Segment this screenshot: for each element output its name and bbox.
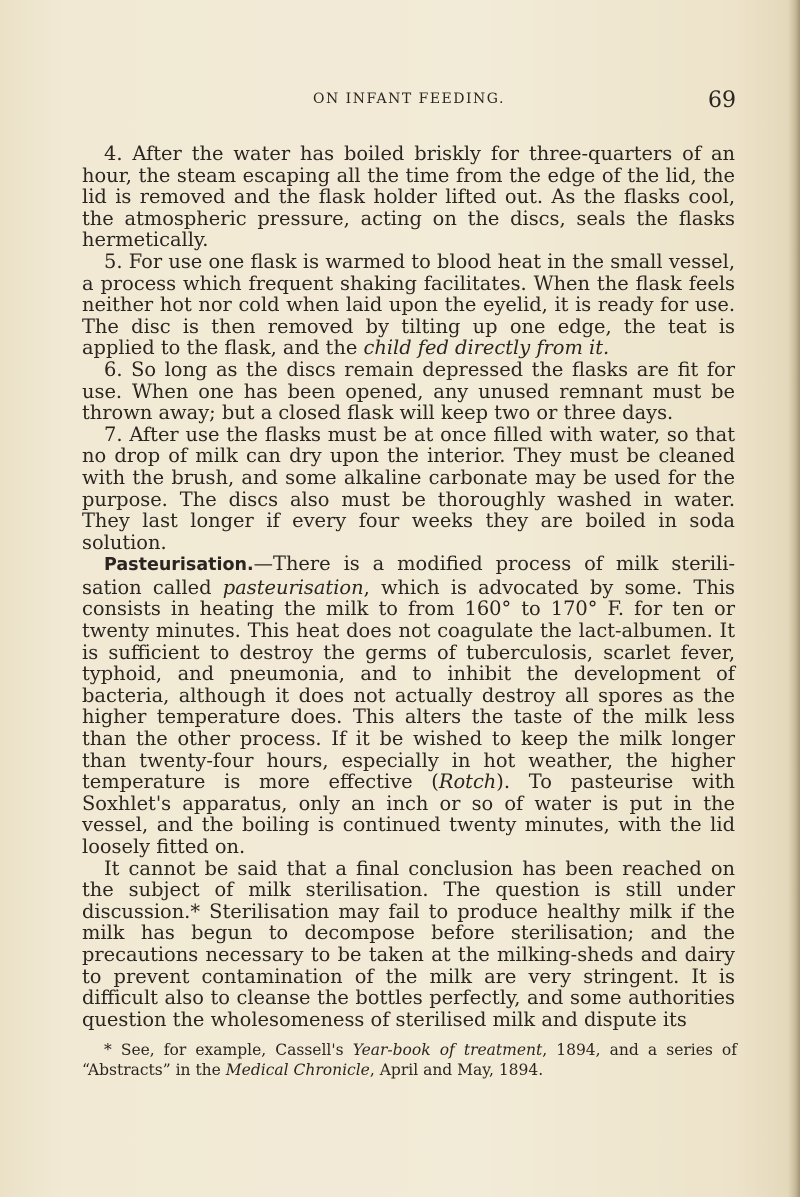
paragraph-5 (82, 251, 735, 359)
pasteurisation-heading: Pasteurisation. (104, 555, 254, 576)
page-number: 69 (708, 88, 736, 113)
pasteurisation-text-c: ). To pasteurise with Soxhlet's apparatus, only an inch or so of water is put in the vessel, and the boiling is continued twenty minutes, with the lid loosely fitted on. (82, 770, 735, 858)
footnote-text-a: * See, for example, Cassell's (104, 1041, 353, 1059)
running-title: ON INFANT FEEDING. (313, 91, 505, 107)
pasteurisation-text-b: , which is advocated by some. This consists in heating the milk to from 160° to 170° F. for ten or twenty minutes. This heat does not coagulate the lact-albumen. It is sufficient to destroy the germs of tuberculosis, scarlet fever, typhoid, and pneumonia, and to inhibit the development of bacteria, although it does not actually destroy all spores as the higher temperature does. This alters the taste of the milk less than the other process. If it be wished to keep the milk longer than twenty-four hours, especially in hot weather, the higher temperature is more effective ( (82, 575, 735, 794)
paragraph-5-text: 5. For use one flask is warmed to blood heat in the small vessel, a process which frequent shaking facilitates. When the flask feels neither hot nor cold when laid upon the eyelid, it is ready for use. The disc is then removed by tilting up one edge, the teat is applied to the flask, and the (82, 249, 735, 360)
footnote-journal-title: Medical Chronicle (225, 1061, 370, 1079)
page-header (80, 89, 736, 119)
page-edge-shadow (788, 0, 800, 1197)
footnote-text (82, 1040, 737, 1080)
final-paragraph: It cannot be said that a final conclusion has been reached on the subject of milk sterilisation. The question is still under discussion.* Sterilisation may fail to produce healthy milk if the milk has begun to decompose before sterilisation; and the precautions necessary to be taken at the milking-sheds and dairy to prevent contamination of the milk are very stringent. It is difficult also to cleanse the bottles perfectly, and some authorities question the wholesomeness of sterilised milk and dispute its (82, 856, 735, 1031)
footnote-text-b: , 1894, and a series of “Abstracts” in the (82, 1041, 738, 1079)
body-text (82, 143, 735, 1030)
footnote-book-title: Year-book of treatment (352, 1041, 543, 1059)
citation-rotch: Rotch (438, 770, 497, 794)
pasteurisation-term: pasteurisation (222, 575, 364, 599)
paragraph-5-emphasis: child fed directly from it. (363, 336, 610, 360)
paragraph-4: 4. After the water has boiled briskly for three-quarters of an hour, the steam escaping all the time from the edge of the lid, the lid is removed and the flask holder lifted out. As the flasks cool, the atmospheric pressure, acting on the discs, seals the flasks hermetically. (82, 142, 735, 252)
paragraph-6: 6. So long as the discs remain depressed the flasks are fit for use. When one has been opened, any unused remnant must be thrown away; but a closed flask will keep two or three days. (82, 357, 735, 425)
footnote-text-c: , April and May, 1894. (369, 1061, 544, 1079)
footnote (82, 1040, 737, 1080)
paragraph-7: 7. After use the flasks must be at once filled with water, so that no drop of milk can dry upon the interior. They must be cleaned with the brush, and some alkaline carbonate may be used for the purpose. The discs also must be thoroughly washed in water. They last longer if every four weeks they are boiled in soda solution. (82, 422, 735, 554)
pasteurisation-paragraph (82, 553, 735, 857)
pasteurisation-text-a: —There is a modified process of milk sterilisation called (82, 552, 735, 599)
